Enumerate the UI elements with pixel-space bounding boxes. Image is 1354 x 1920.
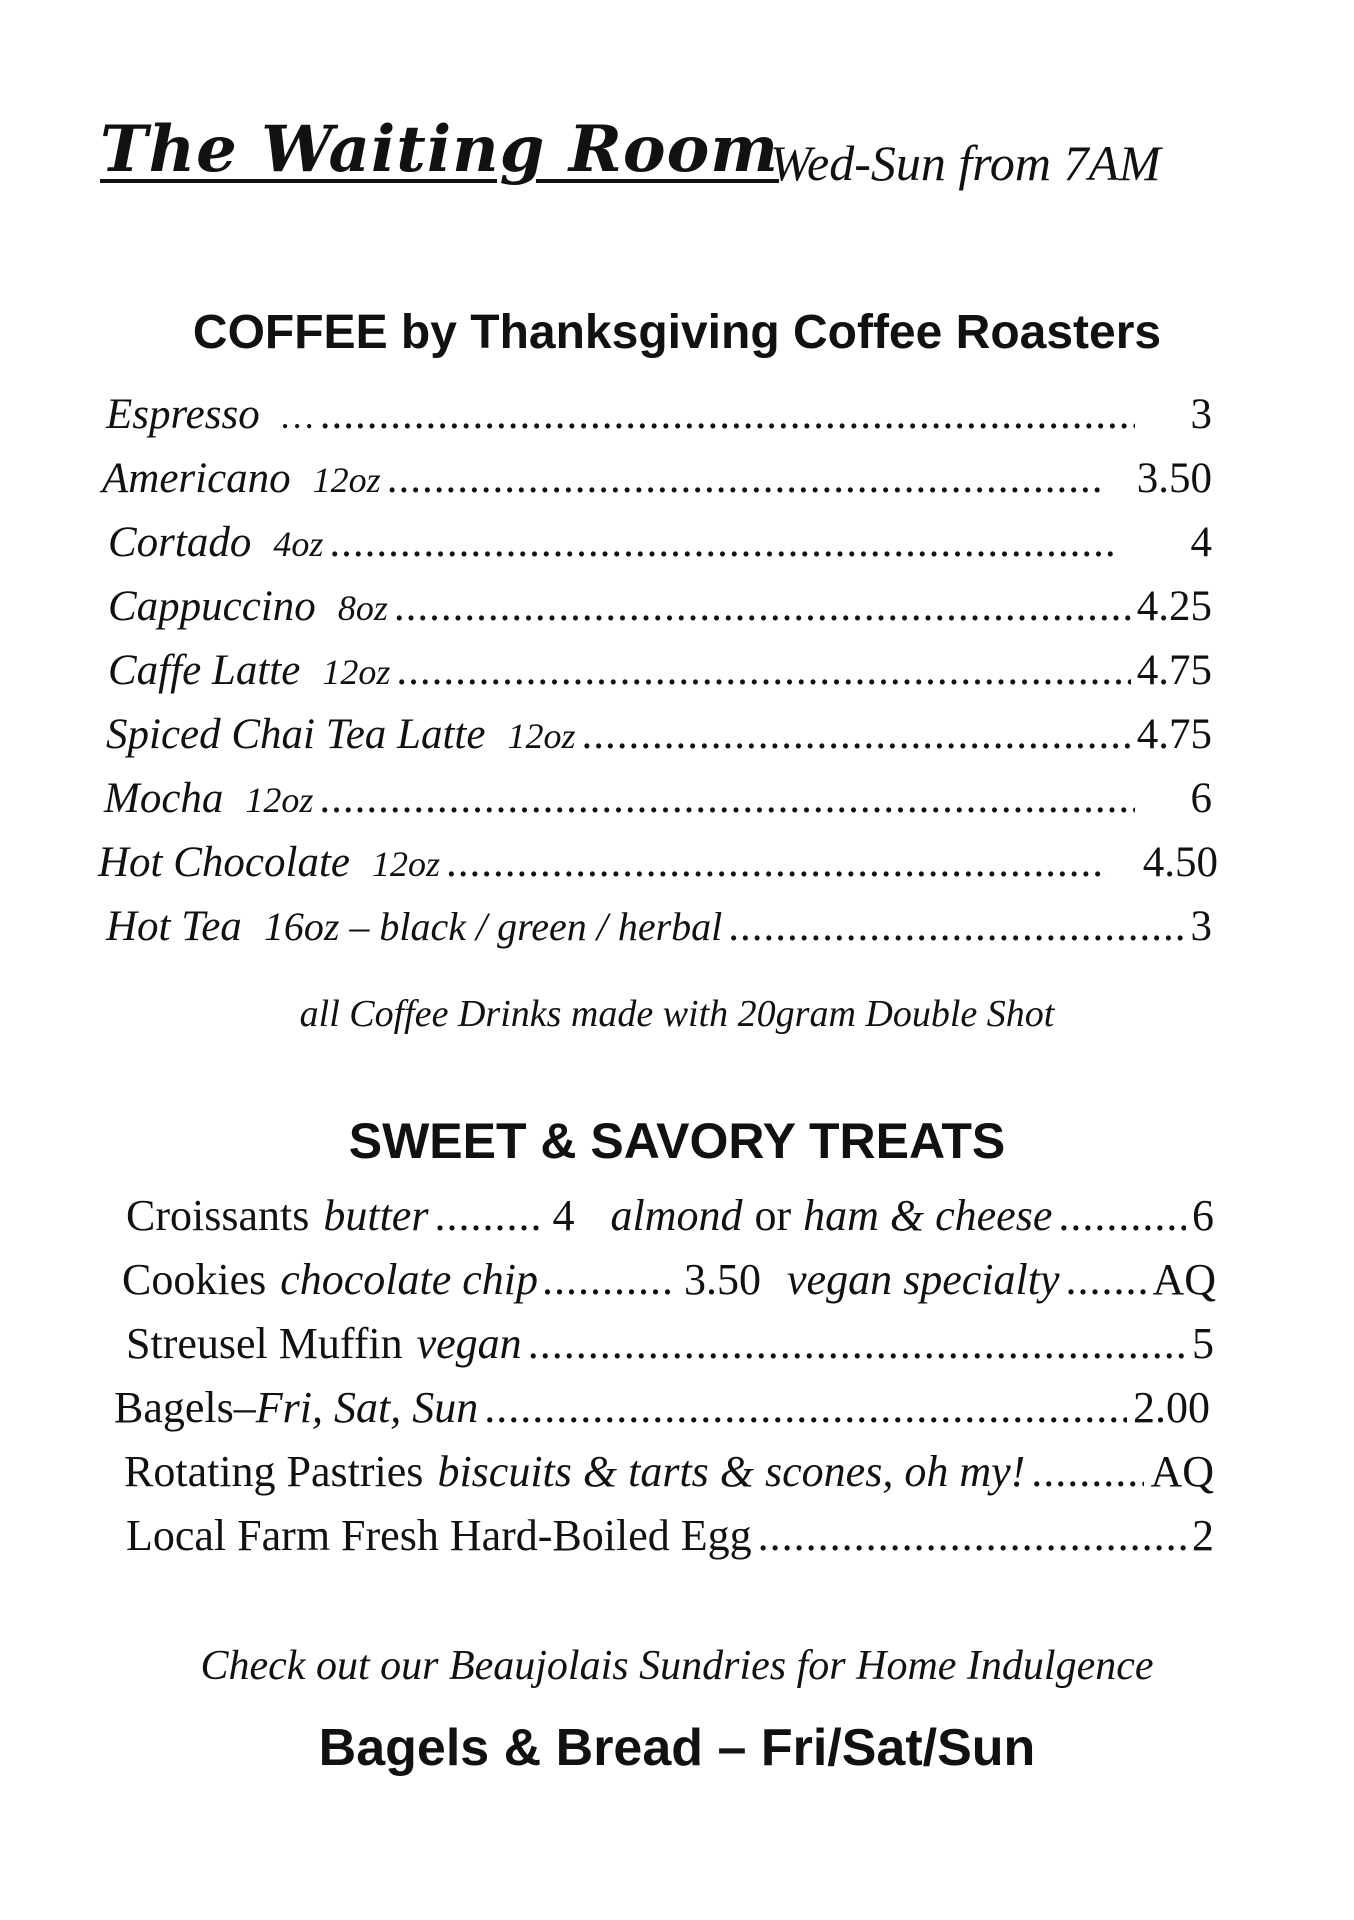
item-price: 4.50	[1142, 839, 1218, 886]
item-name: Croissants	[126, 1191, 310, 1240]
leader-dots	[387, 454, 1101, 503]
item-price: 3.50	[684, 1255, 762, 1304]
leader-dots	[728, 902, 1184, 951]
leader-dots	[484, 1382, 1127, 1433]
leader-dots	[758, 1510, 1186, 1561]
item-price: AQ	[1150, 1447, 1214, 1496]
leader-dots	[1065, 1254, 1146, 1305]
item-size: 12oz	[322, 652, 391, 692]
item-name: Cappuccino	[108, 583, 316, 630]
opening-hours: Wed-Sun from 7AM	[770, 135, 1161, 191]
item-price: 6	[1190, 775, 1212, 822]
item-desc: vegan	[416, 1319, 522, 1368]
item-size: …	[281, 396, 314, 436]
leader-dots	[1058, 1190, 1186, 1241]
menu-item	[106, 902, 1212, 958]
item-price: 5	[1192, 1319, 1214, 1368]
item-name: Cortado	[108, 519, 252, 566]
leader-dots: ...........	[542, 1255, 675, 1304]
item-size: 16oz – black / green / herbal	[263, 904, 723, 949]
menu-header	[100, 112, 1260, 202]
menu-item	[108, 518, 1212, 574]
treats-heading: SWEET & SAVORY TREATS	[348, 1113, 1006, 1169]
item-desc: biscuits & tarts & scones, oh my!	[437, 1447, 1026, 1496]
item-name: Hot Chocolate	[98, 839, 350, 886]
leader-dots	[1031, 1446, 1144, 1497]
item-price: 4.75	[1136, 711, 1212, 758]
item-desc: chocolate chip	[280, 1255, 539, 1304]
leader-dots	[320, 390, 1135, 439]
leader-dots: .........	[434, 1191, 543, 1240]
item-or: or	[754, 1191, 792, 1240]
menu-item	[126, 1318, 1214, 1374]
item-desc: vegan specialty	[787, 1255, 1060, 1304]
item-size: 12oz	[312, 460, 381, 500]
item-name: Cookies	[122, 1255, 267, 1304]
sundries-note: Check out our Beaujolais Sundries for Home Indulgence	[200, 1643, 1154, 1689]
item-name: Bagels–	[114, 1383, 256, 1432]
leader-dots	[528, 1318, 1186, 1369]
leader-dots	[581, 710, 1130, 759]
coffee-note: all Coffee Drinks made with 20gram Double Shot	[299, 993, 1055, 1035]
item-name: Local Farm Fresh Hard-Boiled Egg	[126, 1511, 752, 1560]
item-desc: ham & cheese	[803, 1191, 1053, 1240]
menu-item	[98, 838, 1218, 894]
item-name: Espresso	[106, 391, 260, 438]
leader-dots	[446, 838, 1107, 887]
item-price: 6	[1192, 1191, 1214, 1240]
item-desc: Fri, Sat, Sun	[255, 1383, 479, 1432]
menu-item	[108, 582, 1212, 638]
item-desc: almond	[610, 1191, 743, 1240]
item-price: 4.75	[1136, 647, 1212, 694]
menu-item	[106, 390, 1212, 446]
menu-item	[122, 1254, 1216, 1310]
menu-item	[126, 1190, 1214, 1246]
item-price: AQ	[1152, 1255, 1216, 1304]
menu-item	[126, 1510, 1214, 1566]
item-price: 2	[1192, 1511, 1214, 1560]
leader-dots	[394, 582, 1131, 631]
menu-item	[102, 454, 1212, 510]
coffee-heading: COFFEE by Thanksgiving Coffee Roasters	[192, 306, 1162, 359]
item-name: Americano	[102, 455, 291, 502]
item-price: 4	[1190, 519, 1212, 566]
leader-dots	[396, 646, 1130, 695]
item-desc: butter	[323, 1191, 429, 1240]
menu-item	[108, 646, 1212, 702]
menu-item	[104, 774, 1212, 830]
item-size: 12oz	[245, 780, 314, 820]
item-size: 12oz	[372, 844, 441, 884]
item-name: Streusel Muffin	[126, 1319, 403, 1368]
menu-item	[124, 1446, 1214, 1502]
item-size: 4oz	[273, 524, 324, 564]
item-size: 8oz	[337, 588, 388, 628]
leader-dots	[319, 774, 1134, 823]
leader-dots	[329, 518, 1114, 567]
item-name: Spiced Chai Tea Latte	[106, 711, 486, 758]
item-price: 3.50	[1136, 455, 1212, 502]
menu-item	[114, 1382, 1210, 1438]
item-name: Mocha	[104, 775, 224, 822]
page-title: The Waiting Room	[100, 112, 779, 187]
item-price: 3	[1190, 391, 1212, 438]
item-size: 12oz	[507, 716, 576, 756]
item-price: 2.00	[1133, 1383, 1210, 1432]
menu-item	[106, 710, 1212, 766]
item-name: Hot Tea	[106, 903, 242, 950]
item-price: 3	[1190, 903, 1212, 950]
item-name: Caffe Latte	[108, 647, 301, 694]
item-name: Rotating Pastries	[124, 1447, 424, 1496]
item-price: 4.25	[1136, 583, 1212, 630]
bagels-bread-notice: Bagels & Bread – Fri/Sat/Sun	[318, 1719, 1036, 1777]
item-price: 4	[552, 1191, 575, 1240]
